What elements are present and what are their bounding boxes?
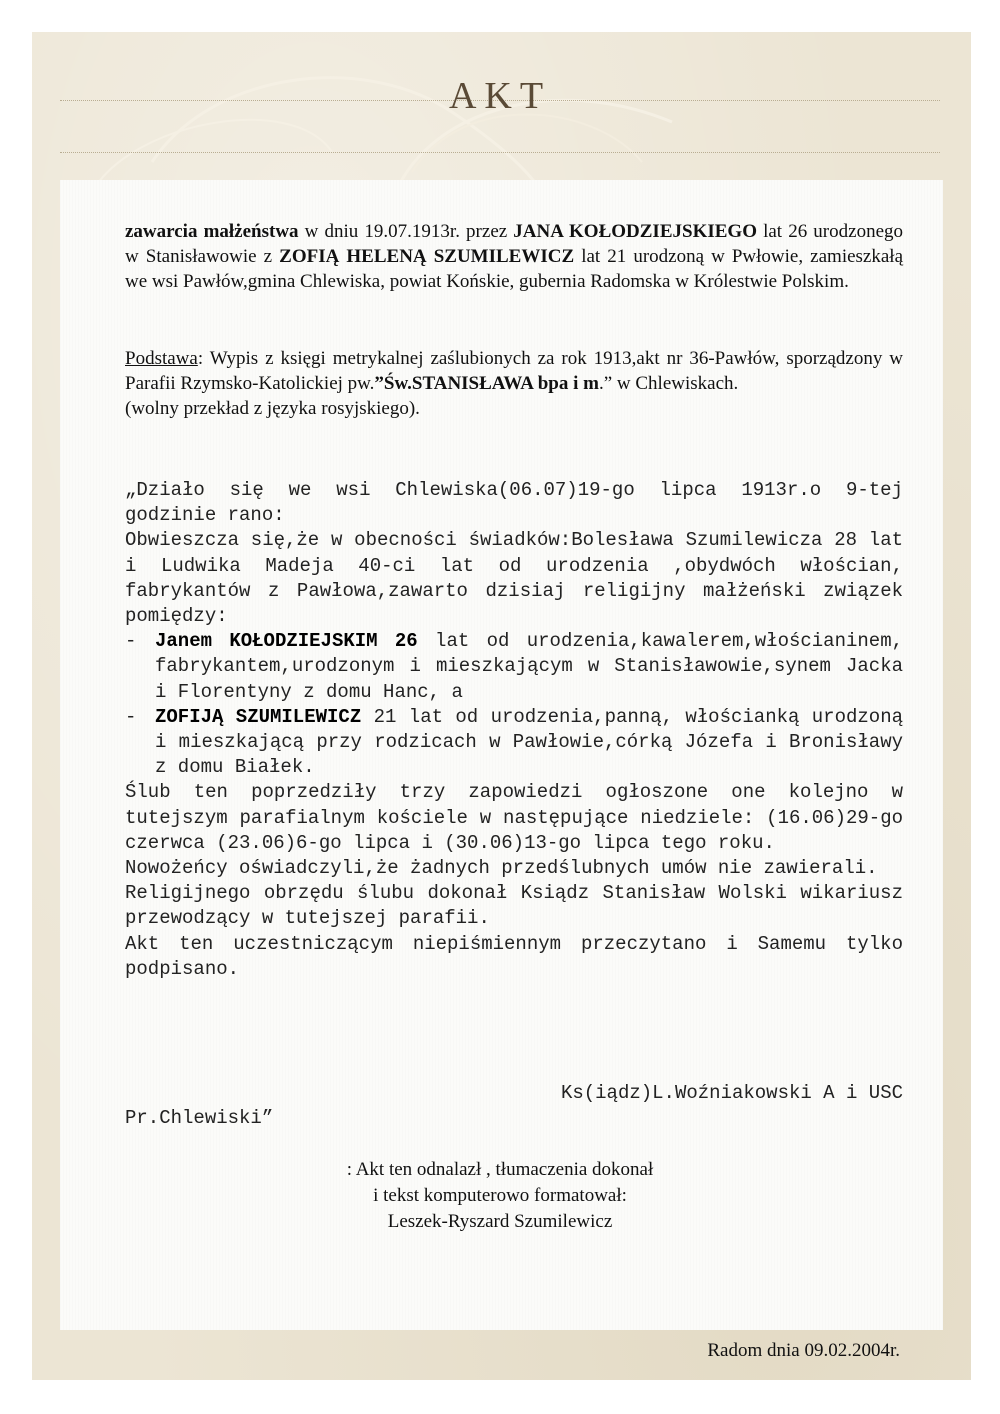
groom-entry — [125, 629, 903, 705]
place-date: Radom dnia 09.02.2004r. — [707, 1340, 900, 1361]
translation-note: (wolny przekład z języka rosyjskiego). — [125, 398, 420, 419]
credits-line-2: i tekst komputerowo formatował: — [373, 1185, 627, 1206]
parish-name: ”Św.STANISŁAWA bpa i m — [374, 373, 599, 394]
intro-paragraph — [125, 219, 903, 294]
list-dash: - — [125, 705, 137, 728]
basis-text: .” w Chlewiskach. — [598, 373, 739, 394]
priest-signature: Ks(iądz)L.Woźniakowski A i USC — [560, 1082, 903, 1104]
document-title: AKT — [448, 75, 552, 117]
bride-details: 21 lat od urodzenia,panną, włościanką urodzoną i mieszkającą przy rodzicach w Pawłowie,córką Józefa i Bronisławy z domu Białek. — [155, 705, 903, 779]
record-opening: „Działo się we wsi Chlewiska(06.07)19-go lipca 1913r.o 9-tej godzinie rano: — [125, 479, 903, 527]
groom-details: lat od urodzenia,kawalerem,włościaninem, fabrykantem,urodzonym i mieszkającym w Stanisławowie,synem Jacka i Florentyny z domu Hanc, a — [155, 630, 903, 703]
basis-text: : Wypis z księgi metrykalnej zaślubionych za rok 1913,akt nr 36-Pawłów, sporządzony w Parafii Rzymsko-Katolickiej pw. — [125, 348, 903, 394]
record-text — [125, 478, 903, 982]
record-closing: Akt ten uczestniczącym niepiśmiennym przeczytano i Samemu tylko podpisano. — [125, 932, 903, 980]
intro-text: lat 26 urodzonego w Stanisławowie z — [125, 221, 903, 267]
intro-text: w dniu 19.07.1913r. przez — [298, 221, 514, 242]
basis-label: Podstawa — [125, 348, 198, 369]
credits-line-1: : Akt ten odnalazł , tłumaczenia dokonał — [346, 1159, 654, 1180]
credits-block — [0, 1157, 1000, 1235]
record-contracts: Nowożeńcy oświadczyli,że żadnych przedślubnych umów nie zawierali. — [125, 857, 878, 880]
groom-name: JANA KOŁODZIEJSKIEGO — [513, 221, 757, 242]
groom-bold: Janem KOŁODZIEJSKIM 26 — [155, 630, 418, 653]
bride-entry — [125, 705, 903, 781]
bride-bold: ZOFIJĄ SZUMILEWICZ — [155, 705, 362, 728]
intro-text: lat 21 urodzoną w Pwłowie, zamieszkałą we wsi Pawłów,gmina Chlewiska, powiat Końskie, gubernia Radomska w Królestwie Polskim. — [125, 246, 903, 292]
basis-paragraph — [125, 346, 903, 421]
credits-line-3: Leszek-Ryszard Szumilewicz — [387, 1211, 613, 1232]
record-witnesses: Obwieszcza się,że w obecności świadków:Bolesława Szumilewicza 28 lat i Ludwika Madeja 40-ci lat od urodzenia ,obydwóch włościan, fabrykantów z Pawłowa,zawarto dzisiaj religijny małżeński związek pomiędzy: — [125, 529, 903, 628]
title-rule-bottom — [60, 152, 940, 153]
record-officiant: Religijnego obrzędu ślubu dokonał Ksiądz Stanisław Wolski wikariusz przewodzący w tutejszej parafii. — [125, 882, 903, 930]
bride-name: ZOFIĄ HELENĄ SZUMILEWICZ — [279, 246, 575, 267]
list-dash: - — [125, 630, 137, 653]
record-banns: Ślub ten poprzedziły trzy zapowiedzi ogłoszone one kolejno w tutejszym parafialnym kościele w następujące niedziele: (16.06)29-go czerwca (23.06)6-go lipca i (30.06)13-go lipca tego roku. — [125, 781, 903, 854]
parish-signature: Pr.Chlewiski” — [125, 1107, 274, 1129]
intro-term: zawarcia małżeństwa — [125, 221, 299, 242]
